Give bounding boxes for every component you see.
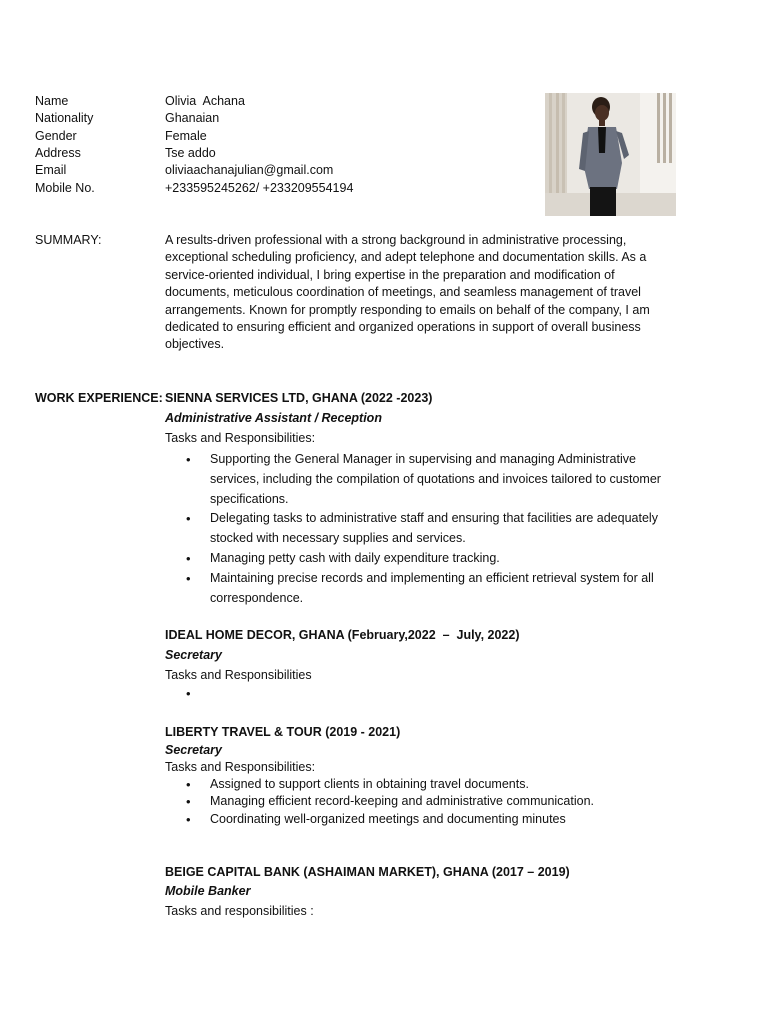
work-experience-label: WORK EXPERIENCE:	[35, 391, 163, 405]
summary-label: SUMMARY:	[35, 233, 102, 247]
list-item	[165, 450, 680, 509]
value-address: Tse addo	[165, 146, 216, 160]
task-text: Managing efficient record-keeping and administrative communication.	[210, 794, 595, 809]
label-address: Address	[35, 146, 81, 160]
task-text: Supporting the General Manager in supervising and managing Administrative services, including the compilation of quotations and invoices tailored to customer specifications.	[210, 452, 661, 506]
task-text: Maintaining precise records and implementing an efficient retrieval system for all correspondence.	[210, 570, 654, 605]
list-item	[165, 793, 680, 810]
bullet-icon: •	[186, 686, 191, 701]
value-email: oliviaachanajulian@gmail.com	[165, 163, 334, 177]
label-name: Name	[35, 94, 69, 108]
profile-photo-illustration	[545, 93, 676, 216]
label-email: Email	[35, 163, 67, 177]
list-item	[165, 776, 680, 793]
label-mobile: Mobile No.	[35, 181, 95, 195]
tasks-heading: Tasks and Responsibilities:	[165, 431, 316, 445]
list-item	[165, 569, 680, 609]
bullet-icon: •	[186, 777, 191, 792]
summary-text: A results-driven professional with a strong background in administrative processing, exceptional scheduling proficiency, and adept telephone and documentation skills. As a service-oriented individual, I bring expertise in the preparation and modification of documents, meticulous coordination of meetings, and seamless management of travel arrangements. Known for promptly responding to emails on behalf of the company, I am dedicated to ensuring efficient and organized operations in support of overall business objectives.	[165, 233, 650, 352]
label-gender: Gender	[35, 129, 77, 143]
label-nationality: Nationality	[35, 111, 94, 125]
bullet-icon: •	[186, 811, 191, 827]
list-item	[165, 509, 680, 549]
tasks-heading: Tasks and Responsibilities:	[165, 760, 316, 774]
value-nationality: Ghanaian	[165, 111, 220, 125]
profile-photo	[545, 93, 676, 216]
task-text: Managing petty cash with daily expenditure tracking.	[210, 550, 500, 565]
task-text: Delegating tasks to administrative staff and ensuring that facilities are adequately stocked with necessary supplies and services.	[210, 511, 658, 546]
bullet-icon: •	[186, 511, 191, 527]
bullet-icon: •	[186, 794, 191, 810]
tasks-heading: Tasks and Responsibilities	[165, 668, 312, 682]
job-company: BEIGE CAPITAL BANK (ASHAIMAN MARKET), GHANA (2017 – 2019)	[165, 865, 570, 879]
tasks-heading: Tasks and responsibilities :	[165, 904, 314, 918]
job-role: Secretary	[165, 648, 222, 662]
bullet-icon: •	[186, 570, 191, 586]
job-company: IDEAL HOME DECOR, GHANA (February,2022 – July, 2022)	[165, 628, 520, 642]
job-role: Mobile Banker	[165, 884, 251, 898]
task-list	[165, 776, 680, 828]
job-role: Administrative Assistant / Reception	[165, 411, 382, 425]
bullet-icon: •	[186, 452, 191, 467]
task-text: Coordinating well-organized meetings and documenting minutes	[210, 811, 566, 826]
task-list	[165, 450, 680, 608]
job-company: LIBERTY TRAVEL & TOUR (2019 - 2021)	[165, 725, 401, 739]
value-mobile: +233595245262/ +233209554194	[165, 181, 354, 195]
value-name: Olivia Achana	[165, 94, 245, 108]
list-item	[165, 811, 680, 828]
task-text: Assigned to support clients in obtaining travel documents.	[210, 777, 529, 791]
job-role: Secretary	[165, 743, 222, 757]
bullet-icon: •	[186, 550, 191, 566]
job-company: SIENNA SERVICES LTD, GHANA (2022 -2023)	[165, 391, 433, 405]
list-item	[165, 549, 680, 569]
value-gender: Female	[165, 129, 207, 143]
